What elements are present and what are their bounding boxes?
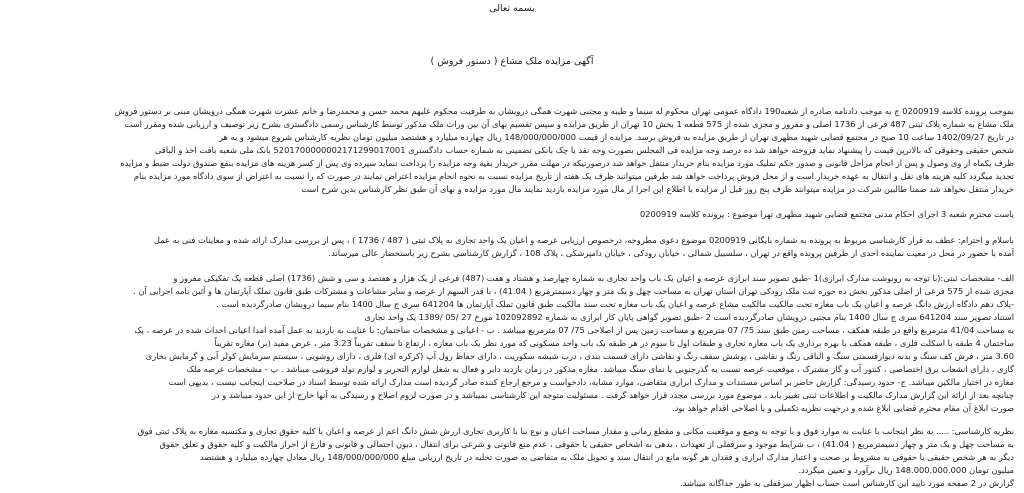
text-line: استناد تصویر سند 641204 سری ج سال 1400 بنام مجتبی درویشان صادرگردیده است 2 -طبق تصویر گواهی پایان کار ابرازی به شماره 102092892 مورخ 27 /05 /1389 یک واحد تجاری xyxy=(364,312,1014,322)
text-line: 3.60 متر ، فرش کف سنگ و بدنه دیوارقسمتی سنگ و الباقی رنگ و نقاشی ، پوشش سقف رنگ و نقاشی دارای قسمت بندی ، درب شیشه سکوریت ، دارای حفاظ رول آپ (کرکره ای) فلزی ، دارای روشویی ، سیستم سرمایش کولر آبی و گرمایش بخاری xyxy=(145,351,1014,361)
notice-title: آگهی مزایده ملک مشاع ( دستور فروش ) xyxy=(430,56,594,67)
text-line: ظرف یکماه از وی وصول و پس از انجام مراحل قانونی و صدور حکم تملیک مورد مزایده بنام خریدار منتقل خواهد شد درصورتیکه در مهلت مقرر خریدار بقیه وجه مزایده را پرداخت ننماید سپرده وی پس از کسر هزینه های مزایده بنفع صندوق دولت ضبط و مزایده xyxy=(120,158,1014,168)
case-reference-line: یاست محترم شعبه 3 اجرای احکام مدنی مجتمع قضایی شهید مطهری تهرا موضوع : پرونده کلاسه 0200919 xyxy=(639,209,1014,219)
text-line: نظریه کارشناسی: ..... به نظر اینجانب با عنایت به موارد فوق و با توجه به وضع و موقعیت مکانی و مقطع زمانی و مقدار مساحت اعیان و نوع بنا با کاربری تجاری ارزش شش دانگ اعم از عرصه و اعیان با کلیه حقوق تجاری و مکتسبه مغازه به پلاک ثبتی فوق xyxy=(137,426,1014,436)
text-line: شخص حقیقی وحقوقی که بالاترین قیمت را پیشنهاد نماید فروخته خواهد شد ده درصد وجه مزایده فی المجلس بصورت وجه نقد یا چک بانکی تضمینی به شماره حساب دادگستری 5201700000002171299017001 بانک ملی شعبه بافت اخذ و الباقی xyxy=(154,145,1014,155)
text-line: خریدار منتقل نخواهد شد ضمنا طالبین شرکت در مزایده میتوانند ظرف پنج روز قبل از مزایده با اطلاع این اجرا از مال مورد مزایده بازدید نمایند مال مورد مزایده و بهای آن طبق نظر کارشناس بدین شرح است xyxy=(301,184,1014,194)
text-line: باسلام و احترام: عطف به قرار کارشناسی مربوط به پرونده به شماره بایگانی 0200919 موضوع دعوی مطروحه، درخصوص ارزیابی عرصه و اعیان یک واحد تجاری به پلاک ثبتی ( 487 / 1736 ) ، پس از بررسی مدارک ارائه شده و معاینات فنی به عمل xyxy=(153,235,1014,245)
text-line: آمده با حضور در محل در معیت نماینده احدی از طرفین پرونده واقع در تهران ، سلسبیل شمالی ، خیابان رودکی ، خیابان دامپزشکی ، پلاک 108 ، گزارش کارشناسی بشرح زیر باستحضار عالی میرساند. xyxy=(328,248,1014,258)
text-line: در تاریخ 1402/09/27 ساعت 10 صبح در مجتمع قضایی شهید مطهری تهران از طریق مزایده به فروش برسد. مزایده از قیمت 148/000/000/000 ریال چهارده میلیارد و هشتصد میلیون تومان نظریه کارشناس شروع میشود و به هر xyxy=(218,132,1014,142)
text-line: گزارش در 2 صفحه مورد تایید این کارشناس است حساب اظهار سرقفلی به طور جداگانه میباشد. xyxy=(679,478,1014,488)
text-line: میلیون تومان 148.000.000.000 ریال برآورد و تعیین میگردد. xyxy=(798,465,1014,475)
text-line: الف- مشخصات ثبتی:(با توجه به رونوشت مدارک ابرازی)1 -طبق تصویر سند ابرازی عرصه و اعیان یک باب واحد تجاری به شماره چهارصد و هشتاد و هفت (487) فرعی از یک هزار و هفتصد و سی و شش (1736) اصلی قطعه یک تفکیکی مفروز و xyxy=(173,273,1014,283)
text-line: به مساحت چهل و یک متر و چهار دسیمترمربع ( 41.04) ، ب شرایط موجود و سرقفلی از تعهدات ، بدهی به اشخاص حقیقی یا حقوقی ، عدم منع قانونی و شرعی برای انتقال ، دیون احتمالی و قانونی و فارغ از احراز مالکیت و کلیه حقوق و تعلق حقوق xyxy=(159,439,1014,449)
text-line: دیگر به هر شخص حقیقی یا حقوقی به مشروط بر صحت و اعتبار مدارک ابرازی و فقدان هر گونه مانع در انتقال سند و تحویل ملک به متقاضی به صورت تخلیه در تاریخ ارزیابی مبلغ 148/000/000/000 ریال معادل چهارده میلیارد و هشتصد xyxy=(200,452,1014,462)
text-line: ساختمان 4 طبقه با اسکلت فلزی ، طبقه همکف با بهره برداری یک باب مغازه تجاری و طبقات اول تا سوم در هر طبقه یک باب واحد مسکونی که مورد نظر یک باب مغازه ، ارتفاع تا سقف تقریباً 3.23 متر ، عرض مفید (بر) مغازه تقریباً xyxy=(214,338,1014,348)
text-line: تجدید میگردد کلیه هزینه های نقل و انتقال به عهده خریدار است و از محل فروش پرداخت خواهد شد طرفین میتوانند ظرف یک هفته از تاریخ مزایده نسبت به نحوه انجام مزایده اعتراض نمایند در صورت که را نسبت به اعتراض از سوی دادگاه مورد مزایده بنام xyxy=(133,171,1014,181)
text-line: -پلاک دهم دادگاه ارزش دانگ عرصه و اعیان یک باب مغازه تحت مالکیت مالکیت مشاع عرصه و اعیان یک باب مغازه تحت سند مالکیت طبق قانون تملک آپارتمان ها 641204 سری ج سال 1400 بنام سیما درویشان صادرگردیده است . xyxy=(216,299,1014,309)
text-line: گازی ، دارای انشعاب برق اختصاصی ، کنتور آب و گاز مشترک ، موقعیت عرصه نسبت به گذرجنوبی با نمای سنگ میباشد. مغازه مذکور در زمان بازدید دایر و فعال به شغل لوازم التحریر و لوازم تولد فروشی میباشد . پ - مشخصات عرصه ملک xyxy=(186,364,1014,374)
text-line: مغازه در اختیار مالکین میباشد. ج- حدود رسیدگی: گزارش حاضر بر اساس مستندات و مدارک ابرازی متقاضی، موارد مشابه، دادخواست و مرجع ارجاع کننده صادر گردیده است مدارک ارائه شده توسط اسناد در صلاحیت اینجانب نیست ، بدیهی است xyxy=(168,377,1014,387)
text-line: بموجب پرونده کلاسه 0200919 ج به موجب دادنامه صادره از شعبه190 دادگاه عمومی تهران محکوم له سیما و طیبه و مجتبی شهرت همگی درویشان به طرفیت محکوم علیهم محمد حسن و محمدرضا و خانم عشرت شهرت همگی درویشان مبنی بر دستور فروش xyxy=(114,106,1014,116)
invocation-heading: بسمه تعالی xyxy=(489,3,535,14)
text-line: به مساحت 41/04 مترمربع واقع در طبقه همکف ، مساحت زمین طبق سند 75/ 07 مترمربع و مساحت زمین پس از اصلاحی 75/ 07 مترمربع میباشد . ب - اعیانی و مشخصات ساختمان: با عنایت به بازدید به عمل آمده امدا اعیانی احداث شده در عرصه ، یک xyxy=(134,325,1014,335)
text-line: مجزی شده از 575 فرعی از اصلی مذکور بخش ده حوزه ثبت ملک رودکی تهران استان تهران به مساحت چهل و یک متر و چهار دسیمترمربع ( 41.04) ، با قدر السهم از عرصه و سایر مشاعات و مشترکات طبق قانون تملک آپارتمان ها و آئین نامه اجرایی آن . xyxy=(133,286,1014,296)
text-line: چنانچه بعد از ارائه این گزارش مدارک مالکیت و اطلاعات ثبتی تغییر یابد ، موضوع مورد بررسی مجدد قرار خواهد گرفت . مسئولیت متوجه این کارشناسی نمیباشد و در صورت لزوم اصلاح و رسیدگی به آنها خارج از این حدود میباشد و در xyxy=(211,390,1014,400)
text-line: ملک مشاع به شماره پلاک ثبتی 487 فرعی از 1736 اصلی و مفروز و مجزی شده از 575 قطعه 1 بخش 10 تهران از طریق مزایده و سپس تقسیم بهای آن بین وراث ملک مذکور توسط کارشناس رسمی دادگستری بشرح زیر توصیف و ارزیابی شده ومقرر است xyxy=(124,119,1014,129)
text-line: صورت ابلاغ آن مقام محترم قضایی ابلاغ شده و درجهت نظریه تکمیلی و یا اصلاحی اقدام خواهد بود. xyxy=(671,403,1014,413)
